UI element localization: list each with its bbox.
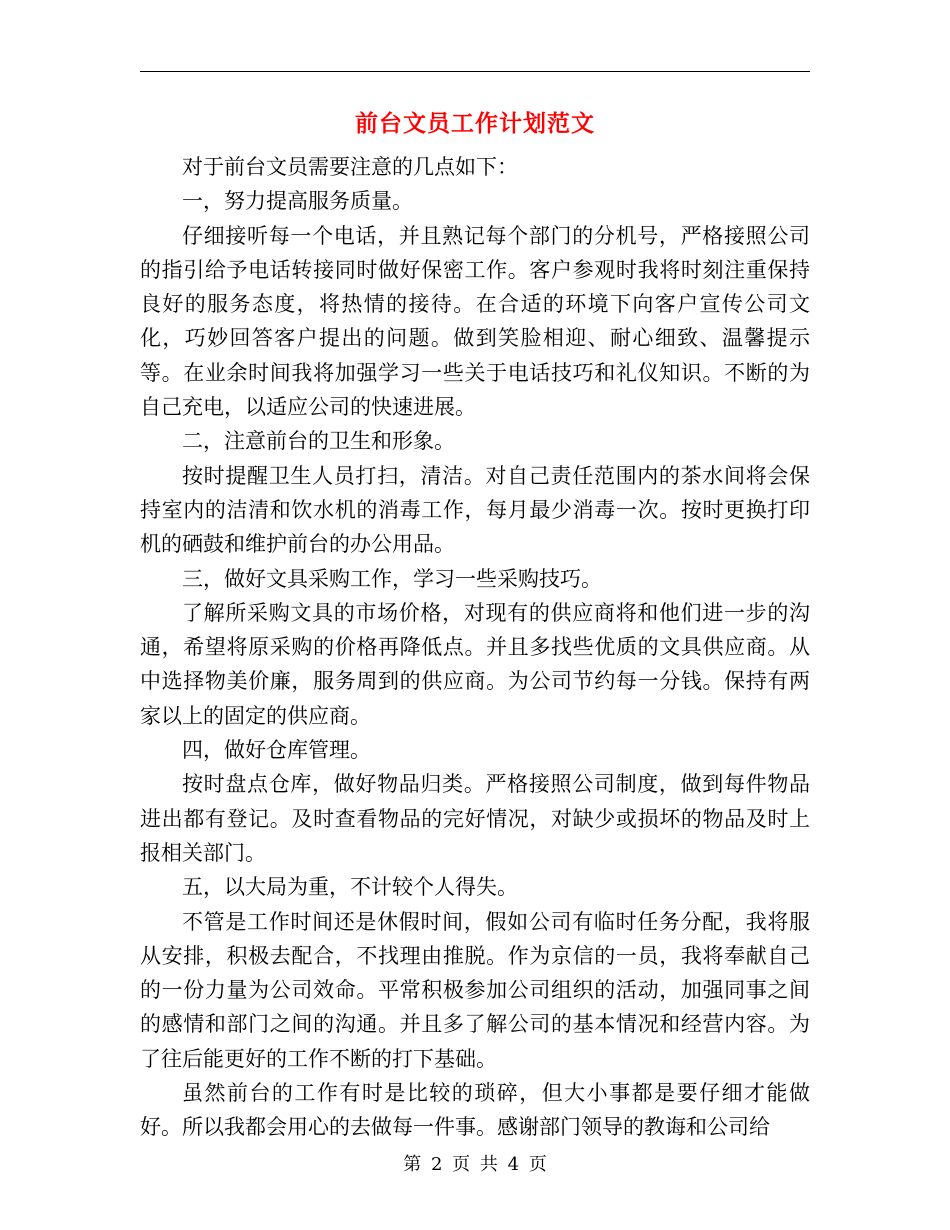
paragraph-5: 不管是工作时间还是休假时间，假如公司有临时任务分配，我将服从安排，积极去配合，不找理由推脱。作为京信的一员，我将奉献自己的一份力量为公司效命。平常积极参加公司组织的活动，加强同事之间的感情和部门之间的沟通。并且多了解公司的基本情况和经营内容。为了往后能更好的工作不断的打下基础。: [140, 909, 810, 1071]
paragraph-intro: 对于前台文员需要注意的几点如下：: [182, 155, 518, 179]
page-number-footer: 第 2 页 共 4 页: [403, 1154, 547, 1175]
section-heading-4: 四，做好仓库管理。: [182, 738, 371, 763]
paragraph-4: 按时盘点仓库，做好物品归类。严格接照公司制度，做到每件物品进出都有登记。及时查看物品的完好情况，对缺少或损坏的物品及时上报相关部门。: [140, 772, 810, 865]
document-body: [140, 150, 810, 1145]
header-rule: [140, 71, 810, 72]
paragraph-1: 仔细接听每一个电话，并且熟记每个部门的分机号，严格接照公司的指引给予电话转接同时做好保密工作。客户参观时我将时刻注重保持良好的服务态度，将热情的接待。在合适的环境下向客户宣传公司文化，巧妙回答客户提出的问题。做到笑脸相迎、耐心细致、温馨提示等。在业余时间我将加强学习一些关于电话技巧和礼仪知识。不断的为自己充电，以适应公司的快速进展。: [140, 223, 810, 420]
paragraph-2: 按时提醒卫生人员打扫，清洁。对自己责任范围内的茶水间将会保持室内的洁清和饮水机的消毒工作，每月最少消毒一次。按时更换打印机的硒鼓和维护前台的办公用品。: [140, 463, 810, 557]
section-heading-3: 三，做好文具采购工作，学习一些采购技巧。: [182, 566, 602, 591]
section-heading-2: 二，注意前台的卫生和形象。: [182, 429, 455, 454]
document-title: 前台文员工作计划范文: [355, 110, 595, 137]
section-heading-5: 五，以大局为重，不计较个人得失。: [182, 875, 518, 900]
paragraph-closing: 虽然前台的工作有时是比较的琐碎，但大小事都是要仔细才能做好。所以我都会用心的去做每一件事。感谢部门领导的教诲和公司给: [140, 1081, 810, 1140]
section-heading-1: 一，努力提高服务质量。: [182, 189, 413, 214]
paragraph-3: 了解所采购文具的市场价格，对现有的供应商将和他们进一步的沟通，希望将原采购的价格再降低点。并且多找些优质的文具供应商。从中选择物美价廉，服务周到的供应商。为公司节约每一分钱。保持有两家以上的固定的供应商。: [140, 600, 810, 728]
